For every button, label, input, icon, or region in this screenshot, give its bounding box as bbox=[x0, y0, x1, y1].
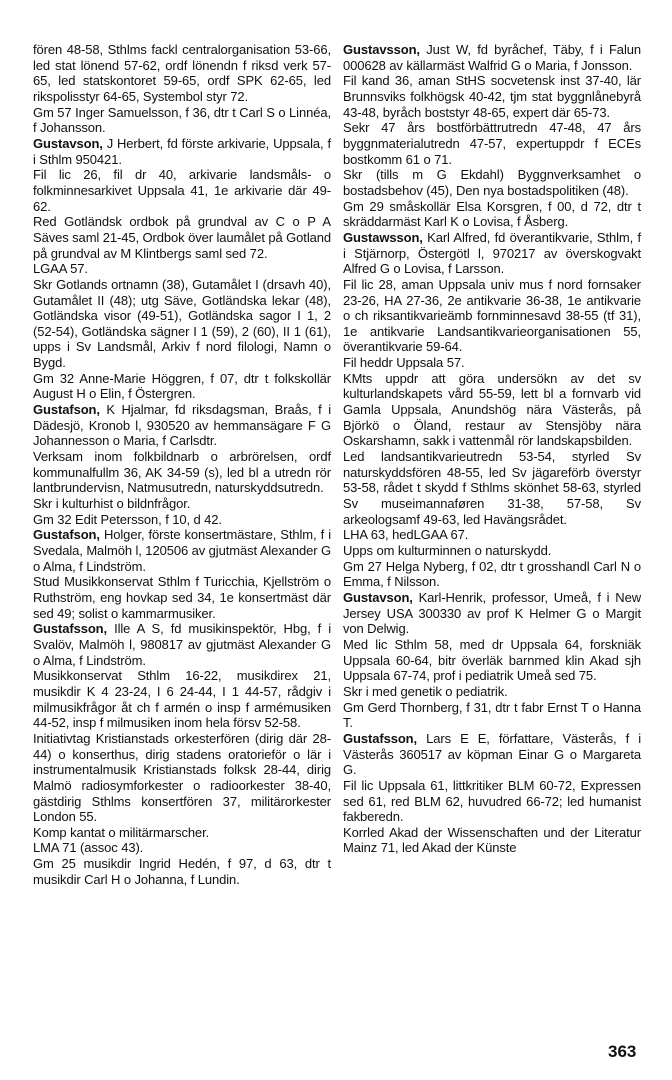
biography-entry bbox=[343, 731, 641, 856]
biography-entry bbox=[33, 402, 331, 527]
entry-line: Gm 25 musikdir Ingrid Hedén, f 97, d 63, dtr t musikdir Carl H o Johanna, f Lundin. bbox=[33, 856, 331, 887]
headword: Gustafson, bbox=[33, 527, 100, 543]
entry-line: Skr i med genetik o pediatrik. bbox=[343, 683, 508, 699]
biography-entry bbox=[343, 230, 641, 590]
biography-entry bbox=[343, 590, 641, 731]
headword: Gustavsson, bbox=[343, 42, 420, 57]
entry-line: Sekr 47 års bostförbättrutredn 47-48, 47 års byggnmaterialutredn 47-57, expertuppdr f ECEs bostkomm 61 o 71. bbox=[343, 120, 641, 167]
entry-heading bbox=[33, 621, 331, 668]
heading-details: Lars E E, författare, Västerås, f i Västerås 360517 av köpman Einar G o Margareta G. bbox=[343, 730, 641, 778]
headword: Gustafsson, bbox=[343, 730, 418, 746]
headword: Gustavson, bbox=[33, 135, 103, 151]
entry-line: fören 48-58, Sthlms fackl centralorganisation 53-66, led stat lönend 57-62, ordf lönendn f riksd verk 57-65, led statskontoret 59-65, ordf SPK 62-65, led rikspolisstyr 64-65, Systembol styr 72. bbox=[33, 42, 331, 104]
left-column bbox=[33, 42, 331, 887]
heading-details: Karl Alfred, fd överantikvarie, Sthlm, f i Stjärnorp, Östergötl l, 970217 av överskogvakt Alfred G o Lovisa, f Larsson. bbox=[343, 229, 641, 277]
headword: Gustavson, bbox=[343, 589, 413, 605]
entry-line: Musikkonservat Sthlm 16-22, musikdirex 21, musikdir K 4 23-24, I 6 24-44, I 1 44-57, rådgiv i milmusikfrågor åt ch f armén o insp f armémusiken 44-52, insp f milmusiken inom hela försv 52-58. bbox=[33, 668, 331, 731]
entry-line: Fil heddr Uppsala 57. bbox=[343, 355, 465, 371]
entry-line: Stud Musikkonservat Sthlm f Turicchia, Kjellström o Ruthström, eng hovkap sed 34, 1e konsertmäst där sed 49; solist o kammarmusiker. bbox=[33, 574, 331, 621]
entry-line: Initiativtag Kristianstads orkesterfören (dirig där 28-44) o konserthus, dirig stadens oratorieför o lär i instrumentalmusik Kristianstads folksk 28-44, dirig Malmö radiosymforkester o radioorkester 38-40, gästdirig Sthlms konsertfören 37, militärorkester London 55. bbox=[33, 730, 331, 825]
entry-line: Fil lic Uppsala 61, littkritiker BLM 60-72, Expressen sed 61, red BLM 62, huvudred 66-72; led humanist fakberedn. bbox=[343, 777, 641, 825]
heading-details: K Hjalmar, fd riksdagsman, Braås, f i Dädesjö, Kronob l, 930520 av hemmansägare F G Johannesson o Maria, f Carlsdtr. bbox=[33, 402, 331, 449]
entry-heading bbox=[33, 136, 331, 167]
heading-details: J Herbert, fd förste arkivarie, Uppsala, f i Sthlm 950421. bbox=[33, 135, 331, 167]
heading-details: Ille A S, fd musikinspektör, Hbg, f i Svalöv, Malmöh l, 980817 av gjutmäst Alexander G o Alma, f Lindström. bbox=[33, 621, 331, 668]
entry-line: Fil lic 28, aman Uppsala univ mus f nord fornsaker 23-26, HA 27-36, 2e antikvarie 36-38, 1e antikvarie o ch riksantikvarieämb fornminnesavd 38-55 (tf 31), 1e antikvarie Landsantikvarieorganisationen 55, överantikvarie 59-64. bbox=[343, 276, 641, 355]
entry-line: Korrled Akad der Wissenschaften und der Literatur Mainz 71, led Akad der Künste bbox=[343, 824, 641, 856]
biography-entry bbox=[33, 527, 331, 621]
heading-details: Karl-Henrik, professor, Umeå, f i New Jersey USA 300330 av prof K Helmer G o Margit von Delwig. bbox=[343, 589, 641, 637]
entry-line: Skr (tills m G Ekdahl) Byggnverksamhet o bostadsbehov (45), Den nya bostadspolitiken (48). bbox=[343, 167, 641, 198]
headword: Gustafsson, bbox=[33, 621, 108, 637]
entry-line: Led landsantikvarieutredn 53-54, styrled Sv naturskyddsfören 48-55, led Sv jägareförb överstyr 53-58, rådet t skydd f Sthlms skönhet 58-63, styrled Sv museimannaføren 31-38, 57-58, Sv arkeologsamf 49-63, led Havängsrådet. bbox=[343, 449, 641, 527]
entry-heading bbox=[343, 731, 641, 778]
entry-heading bbox=[343, 42, 641, 73]
entry-line: LGAA 57. bbox=[33, 261, 88, 277]
entry-line: Verksam inom folkbildnarb o arbrörelsen, ordf kommunalfullm 36, AK 34-59 (s), led bl a utredn rör lantbrundervisn, Natmusutredn, naturskyddsutredn. bbox=[33, 449, 331, 496]
entry-line: Upps om kulturminnen o naturskydd. bbox=[343, 543, 552, 558]
heading-details: Just W, fd byråchef, Täby, f i Falun 000628 av källarmäst Walfrid G o Maria, f Jonsson. bbox=[343, 42, 641, 73]
entry-line: Med lic Sthlm 58, med dr Uppsala 64, forskniäk Uppsala 60-64, bitr överläk barnmed klin Akad sjh Uppsala 67-74, prof i pediatrik Umeå sed 75. bbox=[343, 636, 641, 684]
entry-line: LHA 63, hedLGAA 67. bbox=[343, 527, 469, 543]
entry-line: Gm 57 Inger Samuelsson, f 36, dtr t Carl S o Linnéa, f Johansson. bbox=[33, 104, 331, 136]
headword: Gustafson, bbox=[33, 402, 100, 418]
entry-line: Skr i kulturhist o bildnfrågor. bbox=[33, 496, 191, 512]
biography-entry bbox=[33, 42, 331, 136]
entry-line: Gm Gerd Thornberg, f 31, dtr t fabr Ernst T o Hanna T. bbox=[343, 699, 641, 731]
entry-heading bbox=[33, 402, 331, 449]
biography-entry bbox=[343, 42, 641, 230]
entry-line: Gm 32 Edit Petersson, f 10, d 42. bbox=[33, 511, 222, 527]
entry-heading bbox=[343, 590, 641, 637]
entry-line: Komp kantat o militärmarscher. bbox=[33, 824, 210, 840]
entry-line: Red Gotländsk ordbok på grundval av C o P A Säves saml 21-45, Ordbok över laumålet på Gotland på grundval av M Klintbergs saml sed 72. bbox=[33, 214, 331, 261]
entry-heading bbox=[33, 527, 331, 574]
entry-line: Gm 32 Anne-Marie Höggren, f 07, dtr t folkskollär August H o Elin, f Östergren. bbox=[33, 370, 331, 402]
entry-line: Fil lic 26, fil dr 40, arkivarie landsmåls- o folkminnesarkivet Uppsala 41, 1e arkivarie där 49-62. bbox=[33, 167, 331, 214]
right-column bbox=[343, 42, 641, 856]
entry-line: Gm 29 småskollär Elsa Korsgren, f 00, d 72, dtr t skräddarmäst Karl K o Lovisa, f Åsberg. bbox=[343, 198, 641, 230]
entry-line: KMts uppdr att göra undersökn av det sv kulturlandskapets vård 55-59, lett bl a fornvarb vid Gamla Uppsala, Anundshög nära Västerås, på Björkö o Öland, restaur av Stensjöby nära Oskarshamn, sakk i vattenmål rör landskapsbilden. bbox=[343, 370, 641, 449]
entry-line: LMA 71 (assoc 43). bbox=[33, 840, 144, 856]
entry-line: Gm 27 Helga Nyberg, f 02, dtr t grosshandl Carl N o Emma, f Nilsson. bbox=[343, 558, 641, 590]
headword: Gustawsson, bbox=[343, 229, 423, 245]
heading-details: Holger, förste konsertmästare, Sthlm, f i Svedala, Malmöh l, 120506 av gjutmäst Alexander G o Alma, f Lindström. bbox=[33, 527, 331, 574]
biography-entry bbox=[33, 621, 331, 887]
entry-heading bbox=[343, 230, 641, 277]
entry-line: Skr Gotlands ortnamn (38), Gutamålet I (drsavh 40), Gutamålet II (48); utg Säve, Gotländska lekar (48), Gotländska visor (49-51), Gotländska sagor I 1, 2 (52-54), Gotländska sägner I 1 (59), 2 (60), II 1 (61), upps i Sv Landsmål, Arkiv f nord filologi, Namn o Bygd. bbox=[33, 276, 331, 371]
biography-entry bbox=[33, 136, 331, 402]
entry-line: Fil kand 36, aman StHS socvetensk inst 37-40, lär Brunnsviks folkhögsk 40-42, tjm stat byggnlånebyrå 43-48, byråch boststyr 48-65, expert där 65-73. bbox=[343, 73, 641, 120]
page-number: 363 bbox=[608, 1042, 637, 1061]
